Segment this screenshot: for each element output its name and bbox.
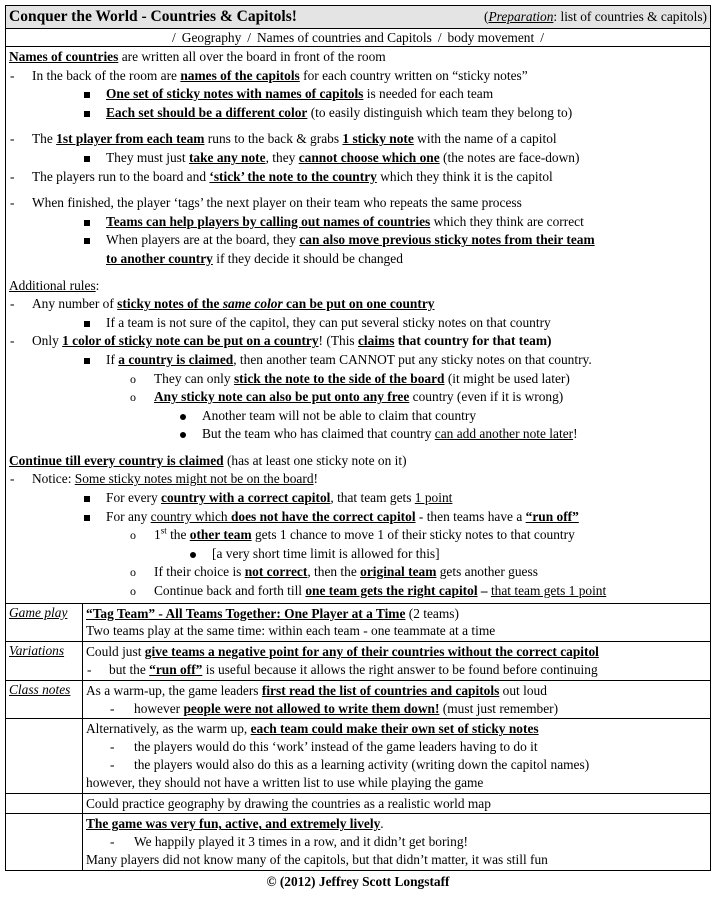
spacer xyxy=(9,444,707,452)
rule-line xyxy=(9,582,707,601)
rule-line xyxy=(9,563,707,582)
text: the players would also do this as a learning activity (writing down the capitol names) xyxy=(134,757,590,772)
rule-line xyxy=(9,194,707,213)
text-bold: that country for that team) xyxy=(394,333,552,349)
document-page xyxy=(5,5,711,890)
text: Two teams play at the same time: within each team - one teammate at a time xyxy=(86,623,496,639)
text: gets another guess xyxy=(436,564,538,580)
text-emphasis: not correct xyxy=(244,564,308,580)
text-emphasis: a country is claimed xyxy=(118,351,234,367)
text: (it might be used later) xyxy=(444,370,570,386)
square-bullet-icon xyxy=(84,314,90,333)
text-emphasis: can also move previous sticky notes from their team xyxy=(299,232,595,248)
text-underline: can add another note later xyxy=(434,426,574,442)
square-bullet-icon xyxy=(84,104,90,123)
dash-marker: - xyxy=(87,662,92,678)
rule-line xyxy=(9,526,707,545)
feedback-content xyxy=(83,814,711,870)
spacer xyxy=(9,186,707,194)
text: [a very short time limit is allowed for this] xyxy=(212,545,440,561)
game-play-content xyxy=(83,603,711,642)
category-item: body movement xyxy=(447,30,535,45)
text: We happily played it 3 times in a row, and it didn’t get boring! xyxy=(134,834,468,850)
text: , then another team CANNOT put any sticky notes on that country. xyxy=(233,351,592,367)
dash-marker: - xyxy=(110,700,115,716)
text-underline: 1 point xyxy=(414,490,453,506)
rule-line xyxy=(9,130,707,149)
text: but the xyxy=(109,662,150,678)
text-emphasis: “run off” xyxy=(525,508,579,524)
dash-marker: - xyxy=(10,195,15,211)
text-emphasis: Each set should be a different color xyxy=(106,104,308,120)
category-item: Names of countries and Capitols xyxy=(257,30,432,45)
text-emphasis: stick the note to the side of the board xyxy=(233,370,445,386)
text: out loud xyxy=(499,682,547,698)
text-emphasis: Teams can help players by calling out names of countries xyxy=(106,213,431,229)
text: however xyxy=(134,700,184,716)
square-bullet-icon xyxy=(84,508,90,527)
section-heading: Additional rules xyxy=(9,277,96,293)
text-emphasis: “run off” xyxy=(149,662,203,678)
rule-line xyxy=(9,168,707,187)
class-notes-content xyxy=(83,680,711,719)
rule-line xyxy=(9,489,707,508)
row-line xyxy=(86,738,707,756)
circle-bullet-icon: o xyxy=(130,528,136,543)
alternative-warmup-content xyxy=(83,719,711,793)
rule-line xyxy=(9,388,707,407)
rule-line xyxy=(9,277,707,296)
text-emphasis: people were not allowed to write them down! xyxy=(183,700,440,716)
text: In the back of the room are xyxy=(32,67,181,83)
text-emphasis: 1 color of sticky note can be put on a country xyxy=(62,333,319,349)
text-emphasis: other team xyxy=(189,527,252,543)
text: The xyxy=(32,131,57,147)
text: runs to the back & grabs xyxy=(204,131,343,147)
text-emphasis: “Tag Team” - All Teams Together: One Player at a Time xyxy=(86,605,406,621)
text: the xyxy=(166,527,190,543)
dash-marker: - xyxy=(10,471,15,487)
text: They must just xyxy=(106,149,189,165)
geography-tip-content xyxy=(83,793,711,814)
dash-marker: - xyxy=(10,131,15,147)
text: (2 teams) xyxy=(405,605,459,621)
text-emphasis: each team could make their own set of sticky notes xyxy=(250,721,539,737)
rule-line xyxy=(9,452,707,471)
text-emphasis: names of the capitols xyxy=(180,67,300,83)
text-emphasis: ‘stick’ the note to the country xyxy=(209,168,377,184)
text-emphasis: does not have the correct capitol xyxy=(230,508,416,524)
text: If xyxy=(106,351,119,367)
text: Continue back and forth till xyxy=(154,583,306,599)
text: (the notes are face-down) xyxy=(439,149,580,165)
dot-bullet-icon xyxy=(180,425,186,444)
row-line xyxy=(86,682,707,700)
text: (to easily distinguish which team they belong to) xyxy=(307,104,573,120)
variations-content xyxy=(83,642,711,681)
text: Many players did not know many of the capitols, but that didn’t matter, it was still fun xyxy=(86,851,548,867)
text: But the team who has claimed that country xyxy=(202,426,435,442)
row-line xyxy=(86,815,707,833)
superscript: st xyxy=(160,525,167,536)
text: When players are at the board, they xyxy=(106,232,300,248)
square-bullet-icon xyxy=(84,489,90,508)
text-emphasis: same color xyxy=(222,296,283,312)
row-label-class-notes: Class notes xyxy=(6,680,83,719)
row-label-game-play: Game play xyxy=(6,603,83,642)
text: (has at least one sticky note on it) xyxy=(223,452,407,468)
row-line xyxy=(86,774,707,792)
text: (must just remember) xyxy=(439,700,559,716)
rule-line xyxy=(9,314,707,333)
rule-line xyxy=(9,250,707,269)
square-bullet-icon xyxy=(84,351,90,370)
category-item: Geography xyxy=(181,30,242,45)
row-line xyxy=(86,756,707,774)
circle-bullet-icon: o xyxy=(130,565,136,580)
slash-sep: / xyxy=(247,30,252,45)
row-label-empty xyxy=(6,719,83,793)
dash-marker: - xyxy=(110,757,115,772)
dot-bullet-icon xyxy=(180,407,186,426)
rule-line xyxy=(9,470,707,489)
text: : xyxy=(95,277,100,293)
text-emphasis: cannot choose which one xyxy=(298,149,440,165)
category-bar xyxy=(6,29,711,47)
text: gets 1 chance to move 1 of their sticky notes to that country xyxy=(251,527,575,543)
dash-marker: - xyxy=(10,333,15,349)
text: Could just xyxy=(86,644,145,660)
text: ! xyxy=(313,471,319,487)
rule-line xyxy=(9,85,707,104)
row-line xyxy=(86,700,707,718)
rule-line xyxy=(9,425,707,444)
rule-line xyxy=(9,48,707,67)
text-emphasis: can be put on one country xyxy=(282,296,435,312)
rule-line xyxy=(9,67,707,86)
prep-open-paren: ( xyxy=(483,9,489,24)
text: ! (This xyxy=(318,333,358,349)
text: ! xyxy=(573,426,578,442)
square-bullet-icon xyxy=(84,149,90,168)
preparation-label: Preparation xyxy=(488,9,554,24)
circle-bullet-icon: o xyxy=(130,390,136,405)
text-emphasis: Any sticky note can also be put onto any free xyxy=(154,389,410,405)
dash-marker: - xyxy=(110,739,115,755)
section-heading: Continue till every country is claimed xyxy=(9,452,224,468)
spacer xyxy=(9,269,707,277)
rule-line xyxy=(9,545,707,564)
text: if they decide it should be changed xyxy=(212,250,403,266)
text-emphasis: give teams a negative point for any of their countries without the correct capitol xyxy=(144,644,599,660)
text: is needed for each team xyxy=(363,86,494,102)
preparation-note xyxy=(484,6,707,28)
text: the players would do this ‘work’ instead of the game leaders having to do it xyxy=(134,739,538,755)
header-bar xyxy=(6,6,711,29)
page-title: Conquer the World - Countries & Capitols! xyxy=(9,8,297,25)
rule-line xyxy=(9,104,707,123)
text-emphasis: One set of sticky notes with names of capitols xyxy=(106,86,364,102)
text-emphasis: The game was very fun, active, and extremely lively xyxy=(86,816,381,832)
text-emphasis: take any note xyxy=(188,149,266,165)
dot-bullet-icon xyxy=(190,545,196,564)
slash-sep: / xyxy=(540,30,544,45)
text-emphasis: one team gets the right capitol xyxy=(305,583,478,599)
circle-bullet-icon: o xyxy=(130,371,136,386)
rule-line xyxy=(9,351,707,370)
row-line xyxy=(86,795,707,813)
text: As a warm-up, the game leaders xyxy=(86,682,262,698)
text: Any number of xyxy=(32,296,118,312)
text: Could practice geography by drawing the countries as a realistic world map xyxy=(86,795,491,811)
text-emphasis: to another country xyxy=(106,250,213,266)
text: with the name of a capitol xyxy=(413,131,557,147)
text: If a team is not sure of the capitol, they can put several sticky notes on that country xyxy=(106,314,551,330)
text: Notice: xyxy=(32,471,75,487)
slash-sep: / xyxy=(172,30,176,45)
text: They can only xyxy=(154,370,234,386)
rule-line xyxy=(9,231,707,250)
row-line xyxy=(86,605,707,623)
text: For every xyxy=(106,490,162,506)
row-label-empty xyxy=(6,793,83,814)
text-emphasis: 1st player from each team xyxy=(56,131,205,147)
row-line xyxy=(86,661,707,679)
text-emphasis: original team xyxy=(360,564,437,580)
text: , they xyxy=(265,149,299,165)
rule-line xyxy=(9,295,707,314)
text: which they think are correct xyxy=(430,213,584,229)
preparation-text: : list of countries & capitols) xyxy=(553,9,707,24)
text: country (even if it is wrong) xyxy=(409,389,564,405)
rule-line xyxy=(9,370,707,389)
text-emphasis: first read the list of countries and capitols xyxy=(261,682,500,698)
row-line xyxy=(86,622,707,640)
text: , then the xyxy=(307,564,361,580)
text: however, they should not have a written list to use while playing the game xyxy=(86,774,484,790)
dash-marker: - xyxy=(10,67,15,83)
rule-line xyxy=(9,407,707,426)
text: The players run to the board and xyxy=(32,168,210,184)
text: which they think it is the capitol xyxy=(376,168,553,184)
text-underline: country which xyxy=(150,508,231,524)
text: For any xyxy=(106,508,151,524)
text-emphasis: claims xyxy=(357,333,395,349)
text: for each country written on “sticky notes” xyxy=(299,67,528,83)
text: When finished, the player ‘tags’ the next player on their team who repeats the same process xyxy=(32,195,522,211)
text-emphasis: country with a correct capitol xyxy=(161,490,331,506)
text: If their choice is xyxy=(154,564,245,580)
text-emphasis: sticky notes of the xyxy=(117,296,223,312)
text: is useful because it allows the right answer to be found before continuing xyxy=(202,662,598,678)
text-underline: that team gets 1 point xyxy=(490,583,607,599)
rule-line xyxy=(9,332,707,351)
text: Another team will not be able to claim that country xyxy=(202,407,477,423)
slash-sep: / xyxy=(437,30,442,45)
text: - then teams have a xyxy=(415,508,526,524)
text: are written all over the board in front of the room xyxy=(118,49,386,64)
text: Alternatively, as the warm up, xyxy=(86,721,251,737)
circle-bullet-icon: o xyxy=(130,584,136,599)
copyright-footer: © (2012) Jeffrey Scott Longstaff xyxy=(266,873,450,889)
text-bold: – xyxy=(477,583,491,599)
text: 1 xyxy=(154,527,161,543)
row-line xyxy=(86,720,707,738)
square-bullet-icon xyxy=(84,85,90,104)
row-line xyxy=(86,643,707,661)
main-instructions xyxy=(6,47,711,604)
activity-sheet-table xyxy=(5,5,711,871)
rule-line xyxy=(9,149,707,168)
text-emphasis: 1 sticky note xyxy=(342,131,414,147)
spacer xyxy=(9,122,707,130)
text-emphasis: Names of countries xyxy=(9,49,119,64)
dash-marker: - xyxy=(10,296,15,312)
row-label-variations: Variations xyxy=(6,642,83,681)
dash-marker: - xyxy=(10,168,15,184)
rule-line xyxy=(9,213,707,232)
row-line xyxy=(86,851,707,869)
square-bullet-icon xyxy=(84,213,90,232)
rule-line xyxy=(9,508,707,527)
text: , that team gets xyxy=(330,490,415,506)
text-underline: Some sticky notes might not be on the board xyxy=(74,471,314,487)
square-bullet-icon xyxy=(84,231,90,250)
row-label-empty xyxy=(6,814,83,870)
text: . xyxy=(380,816,384,832)
dash-marker: - xyxy=(110,834,115,850)
text: Only xyxy=(32,333,63,349)
row-line xyxy=(86,833,707,851)
